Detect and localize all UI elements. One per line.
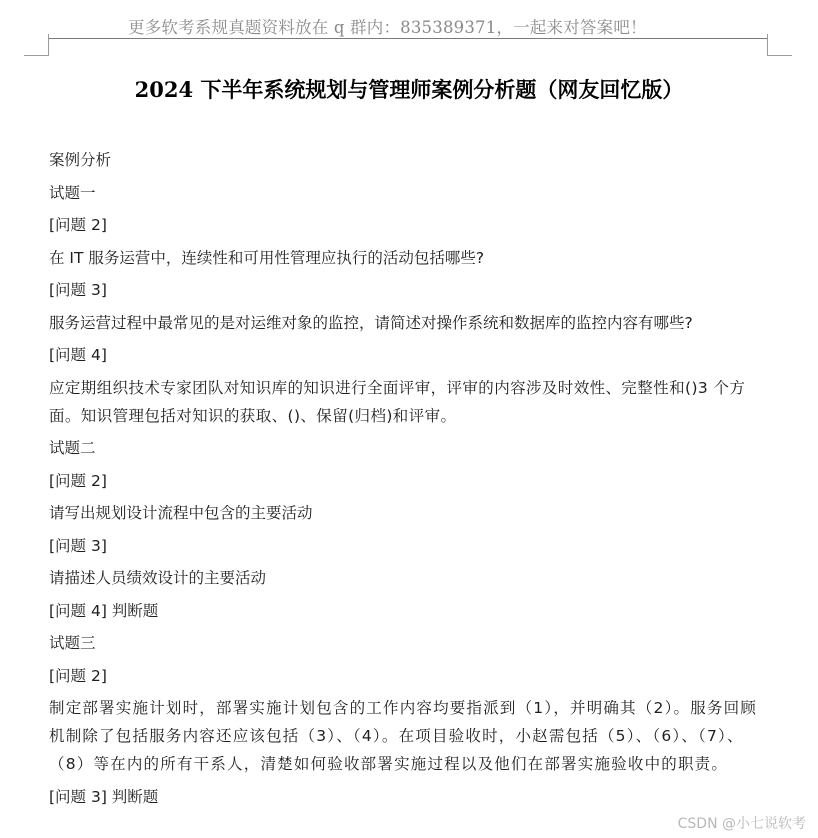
header-promo-text: 更多软考系规真题资料放在 q 群内：835389371，一起来对答案吧！ (128, 18, 647, 37)
crop-mark-left (24, 34, 49, 56)
question-text: 应定期组织技术专家团队对知识库的知识进行全面评审，评审的内容涉及时效性、完整性和()3 个方面。知识管理包括对知识的获取、()、保留(归档)和评审。 (49, 378, 746, 425)
question-label: [问题 4] 判断题 (49, 601, 159, 620)
question-label: [问题 4] (49, 346, 107, 364)
document-body (49, 146, 761, 815)
question-text: 请描述人员绩效设计的主要活动 (49, 569, 267, 587)
question-label: [问题 2] (49, 216, 107, 234)
question-text: 请写出规划设计流程中包含的主要活动 (49, 504, 313, 522)
question-label: [问题 3] (49, 281, 107, 299)
question-text: 在 IT 服务运营中，连续性和可用性管理应执行的活动包括哪些? (49, 248, 485, 267)
document-title: 2024 下半年系统规划与管理师案例分析题（网友回忆版） (134, 77, 684, 102)
source-watermark: CSDN @小七说软考 (677, 816, 806, 832)
exam-item-heading: 试题二 (49, 439, 96, 457)
section-heading: 案例分析 (49, 151, 112, 169)
page-header (0, 10, 818, 60)
header-divider (49, 38, 767, 39)
question-label: [问题 3] (49, 536, 107, 555)
question-label: [问题 2] (49, 666, 107, 685)
question-text: 制定部署实施计划时，部署实施计划包含的工作内容均要指派到（1），并明确其（2）。服务回顾机制除了包括服务内容还应该包括（3）、（4）。在项目验收时，小赵需包括（5）、（6）、（7）、（8）等在内的所有干系人，清楚如何验收部署实施过程以及他们在部署实施验收中的职责。 (49, 699, 758, 773)
exam-item-heading: 试题三 (49, 634, 96, 652)
question-label: [问题 3] 判断题 (49, 787, 159, 806)
exam-item-heading: 试题一 (49, 183, 96, 202)
question-label: [问题 2] (49, 471, 107, 490)
question-text: 服务运营过程中最常见的是对运维对象的监控，请简述对操作系统和数据库的监控内容有哪些? (49, 313, 693, 332)
crop-mark-right (767, 34, 792, 56)
